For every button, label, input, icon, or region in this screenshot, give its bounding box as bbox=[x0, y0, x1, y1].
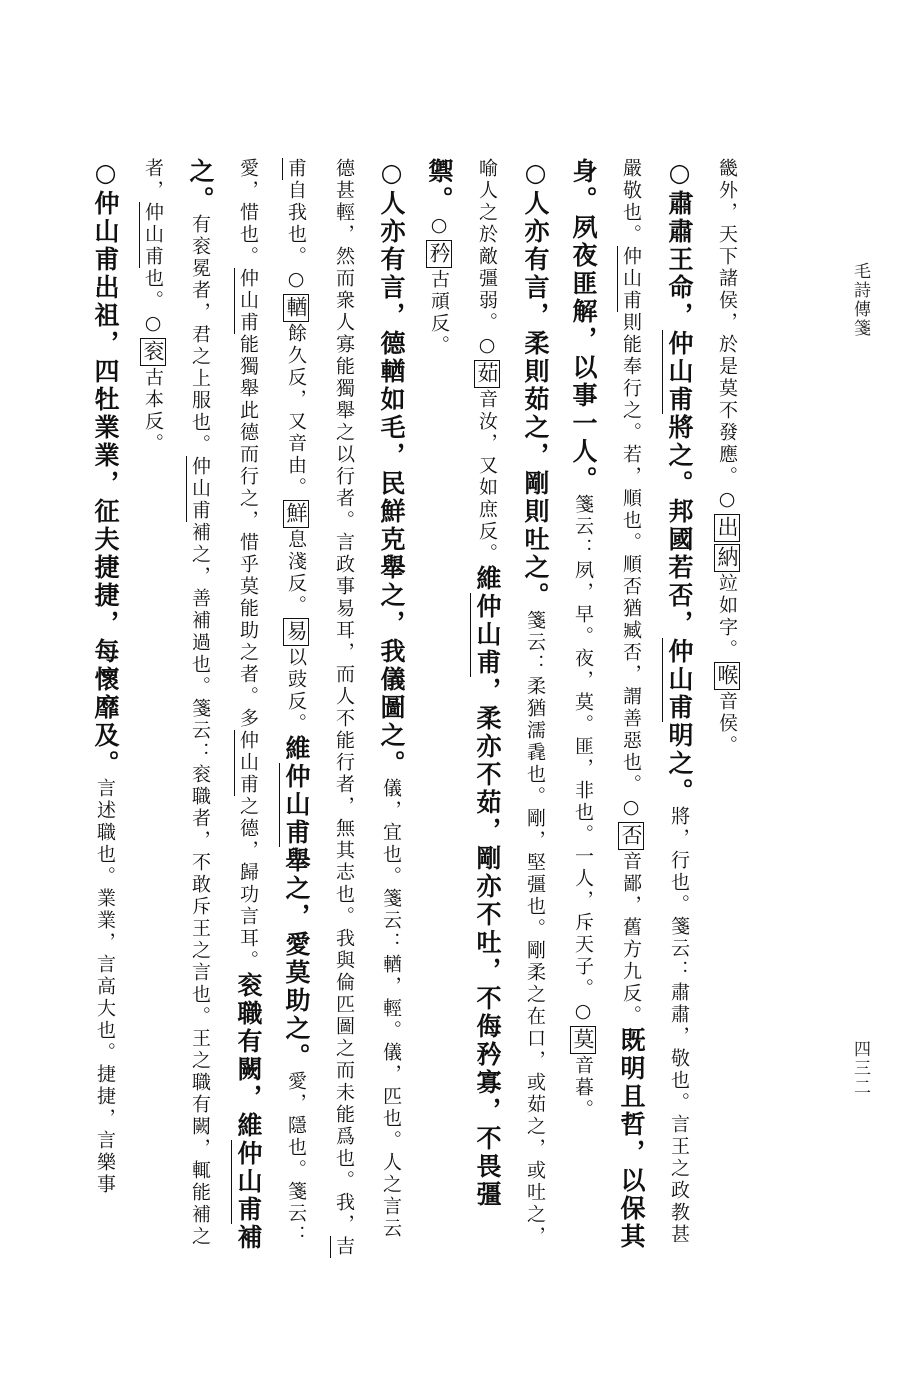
commentary-text: 之德，歸功言耳。 bbox=[237, 796, 259, 972]
poem-text: 維 bbox=[282, 735, 311, 763]
pronunciation-marker: 茹 bbox=[475, 362, 499, 386]
proper-name: 仲山甫 bbox=[231, 1140, 263, 1224]
commentary-text: 古本反。 bbox=[142, 367, 164, 455]
pronunciation-marker: 納 bbox=[715, 546, 739, 570]
poem-text: 衮職有闕，維 bbox=[234, 972, 263, 1140]
commentary-text: 餘久反，又音由。 bbox=[285, 323, 307, 499]
commentary-text: 將，行也。箋云：肅肅，敬也。言王之政教甚嚴敬也。 bbox=[620, 158, 690, 1246]
poem-text: 補之。 bbox=[186, 158, 263, 1252]
poem-text: 維 bbox=[473, 565, 502, 593]
proper-name: 仲山甫 bbox=[279, 763, 311, 847]
poem-text: ，柔亦不茹，剛亦不吐，不侮矜寡，不畏彊禦。 bbox=[425, 158, 502, 1209]
commentary-text: 補之，善補過也。箋云：衮職者，不敢斥王之言也。王之職有闕，輒能補之者， bbox=[142, 158, 211, 1248]
text-paragraph bbox=[90, 158, 129, 1258]
poem-text: 既明且哲，以保其身。夙夜匪解，以事一人。 bbox=[569, 158, 646, 1251]
commentary-text: 能獨舉此德而行之，惜乎莫能助之者。多 bbox=[237, 334, 259, 730]
proper-name: 仲山甫 bbox=[90, 190, 120, 274]
commentary-text: 音暮。 bbox=[572, 1055, 594, 1121]
commentary-text: 以豉反。 bbox=[285, 647, 307, 735]
commentary-text: 竝如字。 bbox=[716, 573, 738, 661]
commentary-text: 有衮冕者，君之上服也。 bbox=[189, 214, 211, 456]
proper-name: 仲山甫 bbox=[234, 730, 259, 796]
text-paragraph bbox=[559, 158, 703, 1258]
commentary-text: 音侯。 bbox=[716, 691, 738, 757]
pronunciation-marker: 衮 bbox=[141, 340, 165, 364]
commentary-text: 音鄙，舊方九反。 bbox=[620, 851, 642, 1027]
poem-text: ○人亦有言，柔則茹之，剛則吐之。 bbox=[521, 158, 550, 610]
poem-text: 舉之，愛莫助之。 bbox=[282, 847, 311, 1071]
commentary-text: ○ bbox=[716, 488, 738, 513]
commentary-text: 則能奉行之。若，順也。順否猶臧否，謂善惡也。○ bbox=[620, 312, 642, 821]
commentary-text: 言述職也。業業，言高大也。捷捷，言樂事 bbox=[94, 778, 116, 1196]
pronunciation-marker: 鮮 bbox=[284, 502, 308, 526]
pronunciation-marker: 喉 bbox=[715, 664, 739, 688]
commentary-text: 箋云：夙，早。夜，莫。匪，非也。一人，斥天子。○ bbox=[572, 494, 594, 1025]
poem-text: ○人亦有言，德輶如毛，民鮮克舉之，我儀圖之。 bbox=[377, 158, 406, 778]
pronunciation-marker: 矜 bbox=[427, 242, 451, 266]
text-paragraph bbox=[703, 158, 750, 1258]
commentary-text: 儀，宜也。箋云：輶，輕。儀，匹也。人之言云德甚輕，然而衆人寡能獨舉之以行者。言政事易耳，而人不能行者，無其志也。我與倫匹圖之而未能爲也。我， bbox=[333, 158, 402, 1240]
proper-name: 仲山甫 bbox=[617, 246, 642, 312]
poem-text: 明之。 bbox=[665, 722, 694, 806]
proper-name: 仲山甫 bbox=[662, 330, 694, 414]
commentary-text: 古頑反。 bbox=[428, 269, 450, 357]
poem-text: ○肅肅王命， bbox=[665, 158, 694, 330]
proper-name: 仲山甫 bbox=[139, 202, 164, 268]
commentary-text: 也。○ bbox=[142, 268, 164, 337]
pronunciation-marker: 出 bbox=[715, 516, 739, 540]
commentary-text: 自我也。○ bbox=[285, 180, 307, 293]
commentary-text: 息淺反。 bbox=[285, 529, 307, 617]
page-number: 四三二 bbox=[850, 1040, 870, 1097]
poem-text: 出祖，四牡業業，征夫捷捷，每懷靡及。 bbox=[91, 274, 120, 778]
pronunciation-marker: 否 bbox=[619, 824, 643, 848]
text-paragraph bbox=[415, 158, 559, 1258]
proper-name: 吉甫 bbox=[282, 158, 355, 1258]
pronunciation-marker: 輶 bbox=[284, 296, 308, 320]
proper-name: 仲山甫 bbox=[470, 593, 502, 677]
classical-text-body bbox=[90, 158, 750, 1258]
text-paragraph bbox=[129, 158, 415, 1258]
commentary-text: ○ bbox=[428, 214, 450, 239]
commentary-text: 箋云：柔猶濡毳也。剛，堅彊也。剛柔之在口，或茹之，或吐之，喻人之於敵彊弱。○ bbox=[476, 158, 546, 1248]
pronunciation-marker: 易 bbox=[284, 620, 308, 644]
proper-name: 仲山甫 bbox=[234, 268, 259, 334]
commentary-text: 愛，隱也。箋云：愛，惜也。 bbox=[237, 158, 307, 1247]
pronunciation-marker: 莫 bbox=[571, 1028, 595, 1052]
proper-name: 仲山甫 bbox=[662, 638, 694, 722]
book-title: 毛詩傳箋 bbox=[850, 262, 870, 338]
poem-text: 將之。 bbox=[665, 414, 694, 498]
poem-text: 邦國若否， bbox=[665, 498, 694, 638]
commentary-text: 音汝，又如庶反。 bbox=[476, 389, 498, 565]
proper-name: 仲山甫 bbox=[186, 456, 211, 522]
commentary-text: 畿外，天下諸侯，於是莫不發應。 bbox=[716, 158, 738, 488]
poem-text: ○ bbox=[91, 158, 120, 190]
